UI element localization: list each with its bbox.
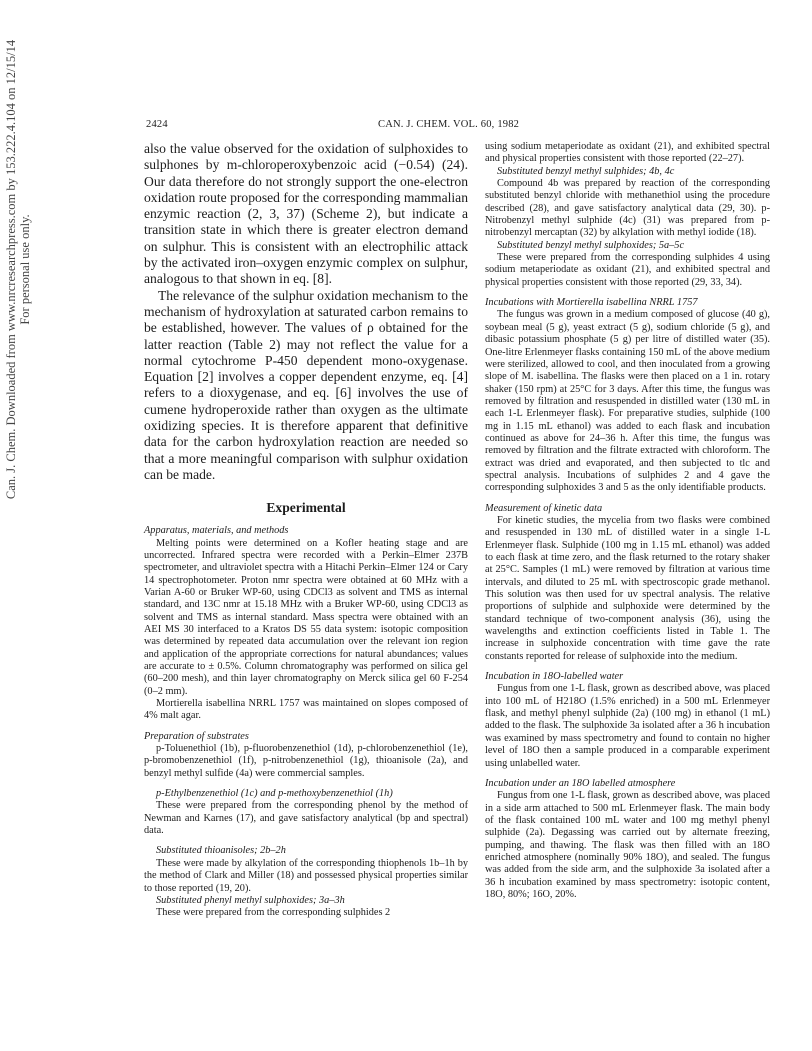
experimental-section-left [144,525,468,919]
discussion-paragraph-2: The relevance of the sulphur oxidation mechanism to the mechanism of hydroxylation at saturated carbon remains to be established, however. The values of ρ obtained for the latter reaction (Table 2) may not reflect the value for a normal cytochrome P-450 dependent mono-oxygenase. Equation [2] involves a copper dependent enzyme, eq. [4] refers to a dioxygenase, and eq. [6] involves the use of cumene hydroperoxide rather than oxygen as the ultimate oxidizing species. It is therefore apparent that definitive data for the carbon hydroxylation reaction are needed so that a more meaningful comparison with sulphur oxidation can be made. [144,287,468,482]
subheading-preparation: Preparation of substrates [144,730,249,742]
journal-citation: CAN. J. CHEM. VOL. 60, 1982 [378,119,520,130]
continuation-paragraph: using sodium metaperiodate as oxidant (21), and exhibited spectral and physical properties consistent with those reported (22–27). [485,141,770,165]
experimental-heading: Experimental [266,500,346,516]
subheading-kinetic: Measurement of kinetic data [485,502,603,514]
left-column [144,141,468,920]
subheading-benzyl-sulphides: Substituted benzyl methyl sulphides; 4b, 4c [497,165,675,177]
running-head [146,119,770,133]
subheading-ethylbenzenethiol: p-Ethylbenzenethiol (1c) and p-methoxybenzenethiol (1h) [156,788,393,800]
benzyl-sulphides-paragraph: Compound 4b was prepared by reaction of the corresponding substituted benzyl chloride with methanethiol using the procedure described (28), and gave satisfactory analytical data (29, 30). p-Nitrobenzyl methyl sulphide (4c) (31) was prepared from p-nitrobenzyl mercaptan (32) by alkylation with methyl iodide (18). [485,178,770,239]
subheading-apparatus: Apparatus, materials, and methods [144,525,289,537]
download-notice [4,0,40,795]
discussion-body [144,141,468,483]
subheading-benzyl-sulphoxides: Substituted benzyl methyl sulphoxides; 5a–5c [497,239,685,251]
benzyl-sulphoxides-paragraph: These were prepared from the corresponding sulphides 4 using sodium metaperiodate as oxidant (21), and exhibited spectral and physical properties consistent with those reported (29, 33, 34). [485,252,770,288]
subheading-thioanisoles: Substituted thioanisoles; 2b–2h [156,845,286,857]
preparation-paragraph: p-Toluenethiol (1b), p-fluorobenzenethiol (1d), p-chlorobenzenethiol (1e), p-bromobenzenethiol (1f), p-nitrobenzenethiol (1g), thioanisole (2a), and benzyl methyl sulfide (4a) were commercial samples. [144,743,468,779]
ethylbenzenethiol-paragraph: These were prepared from the corresponding phenol by the method of Newman and Karnes (17), and gave satisfactory analytical (bp and spectral) data. [144,800,468,837]
o18-water-paragraph: Fungus from one 1-L flask, grown as described above, was placed into 100 mL of H218O (1.5% enriched) in a 500 mL Erlenmeyer flask, and methyl phenyl sulphide (2a) (100 mg) in ethanol (1 mL) added to the flask. The sulphoxide 3a isolated after a 36 h incubation was examined by mass spectrometry and found to contain no higher level of 18O then a sample produced in a comparable experiment using unlabelled water. [485,683,770,769]
thioanisoles-paragraph: These were made by alkylation of the corresponding thiophenols 1b–1h by the method of Clark and Miller (18) and possessed physical properties similar to those reported (19, 20). [144,857,468,894]
apparatus-paragraph: Melting points were determined on a Kofler heating stage and are uncorrected. Infrared spectra were recorded with a Perkin–Elmer 237B spectrometer, and ultraviolet spectra with a Hitachi Perkin–Elmer 124 or Cary 14 spectrophotometer. Proton nmr spectra were obtained at 60 MHz with a Varian A-60 or Bruker WP-60, using CDCl3 as solvent and TMS as internal standard, and 13C nmr at 15.18 MHz with a Bruker WP-60, using CDCl3 as solvent and TMS as internal standard. Mass spectra were obtained with an AEI MS 30 interfaced to a Kratos DS 55 data system: isotopic composition was determined by repeated data accumulation over the relevant ion region and application of the appropriate corrections for natural abundances; values are accurate to ± 0.5%. Column chromatography was performed on silica gel (60–200 mesh), and thin layer chromatography on Merck silica gel 60 F-254 (0–2 mm). [144,537,468,697]
mortierella-paragraph: Mortierella isabellina NRRL 1757 was maintained on slopes composed of 4% malt agar. [144,698,468,722]
incubations-paragraph: The fungus was grown in a medium composed of glucose (40 g), soybean meal (5 g), yeast extract (5 g), sodium chloride (5 g), and dibasic potassium phosphate (5 g) per litre of distilled water (35). One-litre Erlenmeyer flasks containing 150 mL of the above medium were sterilized, allowed to cool, and then inoculated from a growing slope of M. isabellina. The flasks were then placed on a 1 in. rotary shaker (150 rpm) at 25°C for 3 days. After this time, the fungus was removed by filtration and resuspended in distilled water (130 mL in each 1-L Erlenmeyer flask). For preparative studies, sulphide (100 mg in 1.15 mL ethanol) was added to each flask and incubation continued as above for 24–36 h. After this time, the fungus was removed by filtration and the filtrate extracted with chloroform. The extract was dried and evaporated, and then subjected to tlc and spectral analysis. Incubations of sulphides 2 and 4 gave the corresponding sulphoxides 3 and 5 as the only identifiable products. [485,309,770,494]
subheading-phenyl-sulphoxides: Substituted phenyl methyl sulphoxides; 3a–3h [156,894,345,906]
phenyl-sulphoxides-paragraph: These were prepared from the corresponding sulphides 2 [156,907,391,919]
kinetic-paragraph: For kinetic studies, the mycelia from two flasks were combined and resuspended in 130 mL of distilled water in a single 1-L Erlenmeyer flask. Sulphide (100 mg in 1.15 mL ethanol) was added to each flask at time zero, and the flask returned to the rotary shaker at 25°C. Samples (1 mL) were removed by filtration at various time intervals, and diluted to 25 mL with spectroscopic grade methanol. This solution was then used for uv spectral analysis. The relative proportions of sulphide and sulphoxide were determined by the standard technique of two-component analysis (36), using the wavelengths and extinction coefficients listed in Table 1. The increase in sulphoxide concentration with time gave the rate constants reported for release of sulphoxide into the medium. [485,514,770,662]
right-column [485,141,770,901]
subheading-o18-water: Incubation in 18O-labelled water [485,671,624,683]
subheading-o18-atmosphere: Incubation under an 18O labelled atmosphere [485,777,676,789]
o18-atmosphere-paragraph: Fungus from one 1-L flask, grown as described above, was placed in a side arm attached to 500 mL Erlenmeyer flask. The main body of the flask contained 100 mL water and 100 mg methyl phenyl sulphide (2a). Degassing was carried out by alternate freezing, pumping, and thawing. The flask was then filled with an 18O enriched atmosphere (nominally 90% 18O), and sealed. The fungus was added from the side arm, and the sulphoxide 3a isolated after a 36 h incubation examined by mass spectrometry: isotopic content, 18O, 80%; 16O, 20%. [485,790,770,900]
download-notice-line1: Can. J. Chem. Downloaded from www.nrcresearchpress.com by 153.222.4.104 on 12/15/14 [4,39,18,500]
subheading-incubations: Incubations with Mortierella isabellina NRRL 1757 [485,297,698,309]
discussion-paragraph-1: also the value observed for the oxidation of sulphoxides to sulphones by m-chloroperoxybenzoic acid (−0.54) (24). Our data therefore do not strongly support the one-electron oxidation route proposed for the corresponding mammalian enzymic reaction (2, 3, 37) (Scheme 2), but indicate a transition state in which there is greater electron demand on sulphur. This is consistent with an electrophilic attack by the activated iron–oxygen enzymic complex on sulphur, analogous to that shown in eq. [8]. [144,141,468,287]
page-number: 2424 [146,119,168,130]
download-notice-line2: For personal use only. [18,214,32,325]
